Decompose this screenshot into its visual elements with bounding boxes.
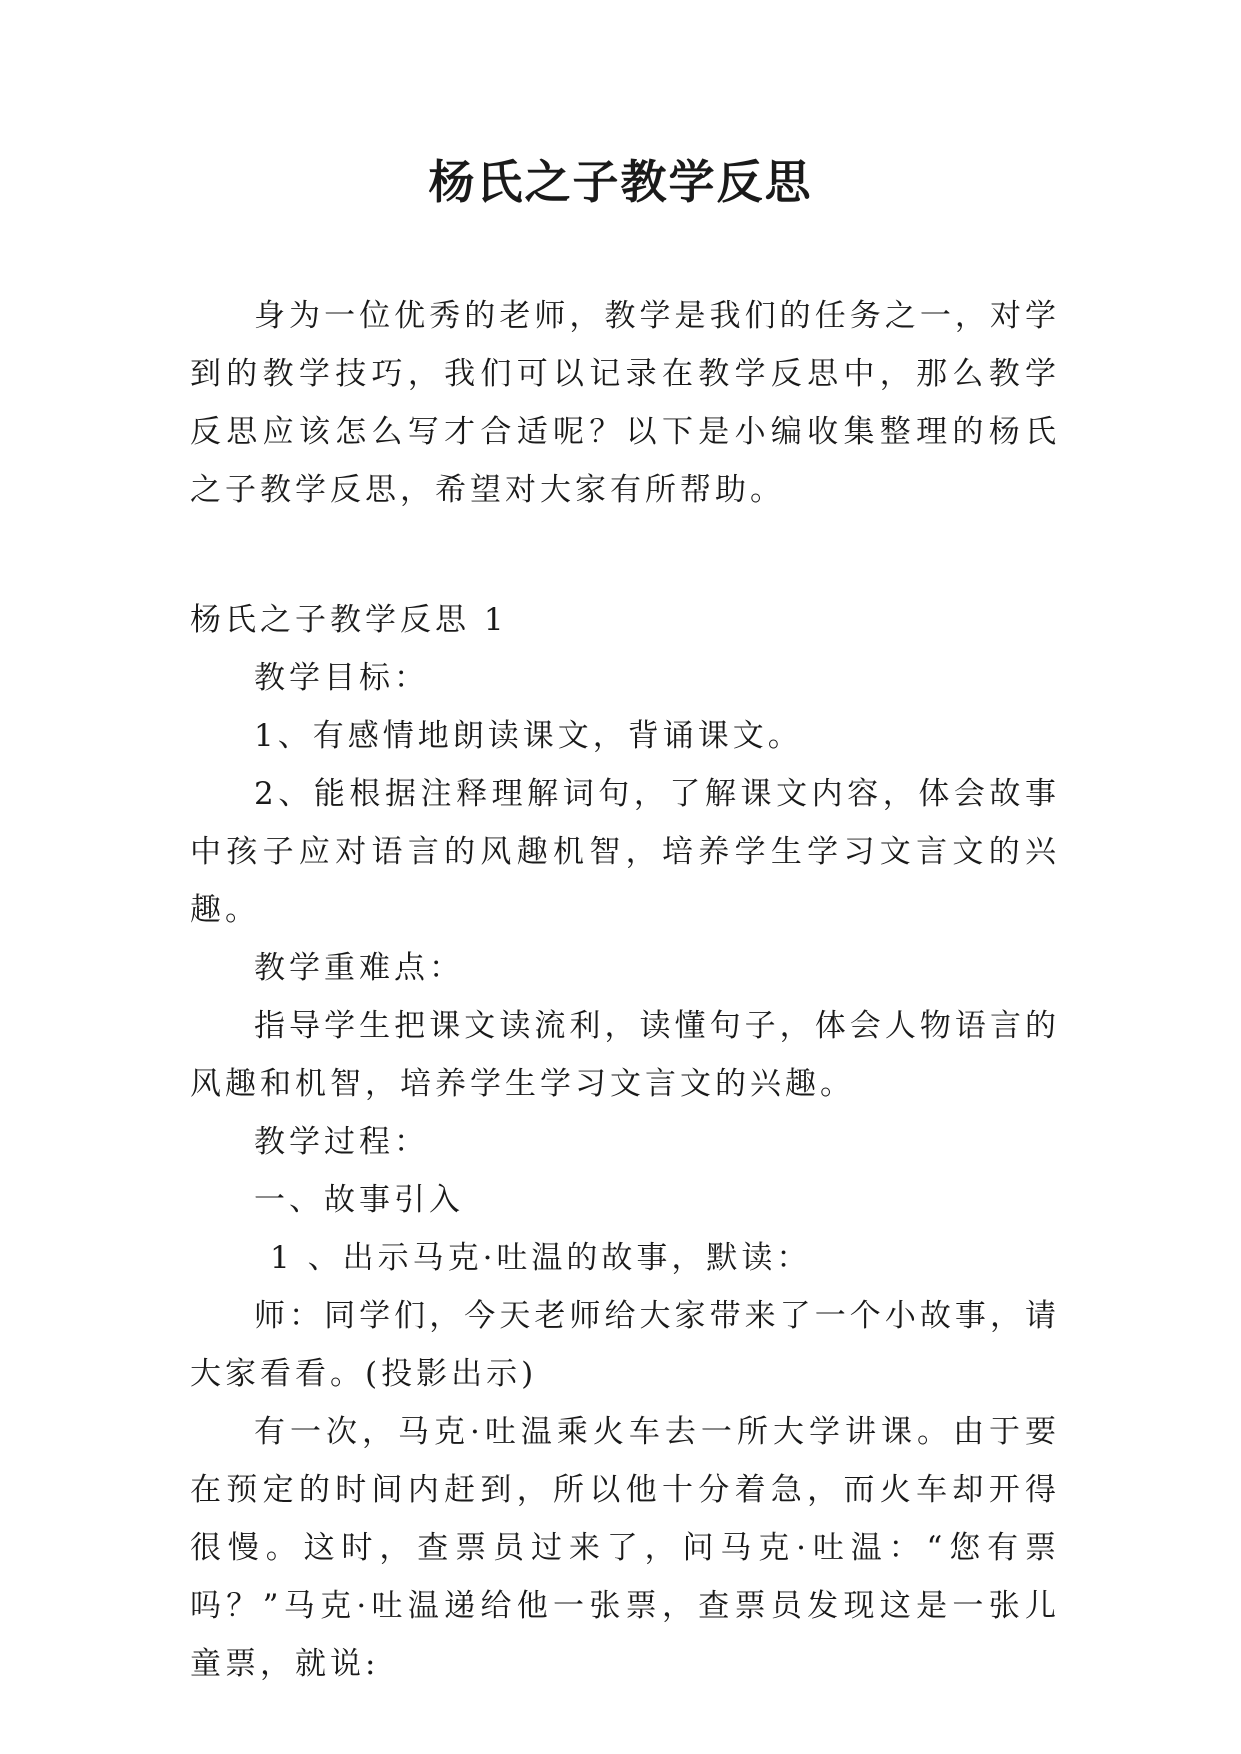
paragraph-key-points-label: 教学重难点： [254, 950, 464, 986]
paragraph-process-label: 教学过程： [254, 1124, 429, 1160]
document-title: 杨氏之子教学反思 [428, 155, 813, 209]
paragraph-story: 有一次，马克·吐温乘火车去一所大学讲课。由于要在预定的时间内赶到，所以他十分着急，而火车却开得很慢。这时，查票员过来了，问马克·吐温：“您有票吗？”马克·吐温递给他一张票，查票员发现这是一张儿童票，就说: [190, 1414, 1060, 1682]
paragraph-objectives-label: 教学目标： [254, 660, 429, 696]
intro-paragraph: 身为一位优秀的老师，教学是我们的任务之一，对学到的教学技巧，我们可以记录在教学反思中，那么教学反思应该怎么写才合适呢？以下是小编收集整理的杨氏之子教学反思，希望对大家有所帮助。 [190, 298, 1060, 508]
paragraph-step-1: 一、故事引入 [254, 1182, 464, 1218]
paragraph-key-points: 指导学生把课文读流利，读懂句子，体会人物语言的风趣和机智，培养学生学习文言文的兴趣。 [190, 1008, 1060, 1102]
paragraph-step-1-1: 1 、出示马克·吐温的故事，默读： [270, 1240, 812, 1276]
paragraph-objective-1: 1、有感情地朗读课文，背诵课文。 [254, 718, 803, 754]
section-heading: 杨氏之子教学反思 1 [190, 602, 508, 638]
paragraph-objective-2: 2、能根据注释理解词句，了解课文内容，体会故事中孩子应对语言的风趣机智，培养学生学习文言文的兴趣。 [190, 776, 1060, 928]
document-body [190, 287, 1060, 1693]
spacer [190, 519, 1060, 591]
paragraph-teacher-intro: 师：同学们，今天老师给大家带来了一个小故事，请大家看看。(投影出示) [190, 1298, 1060, 1392]
